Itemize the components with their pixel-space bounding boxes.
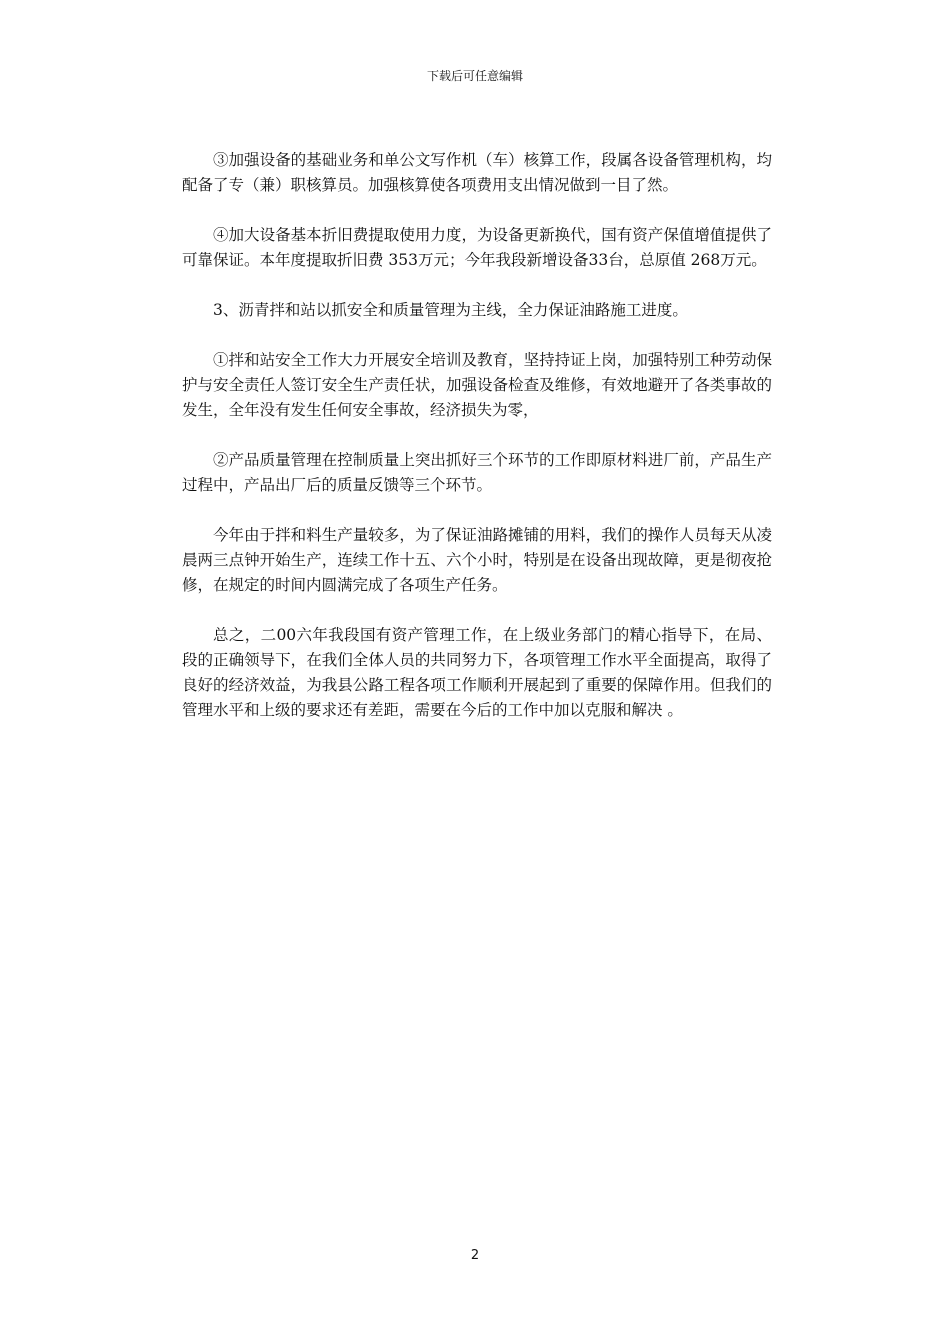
- paragraph-summary: 总之，二00六年我段国有资产管理工作，在上级业务部门的精心指导下，在局、段的正确领导下，在我们全体人员的共同努力下，各项管理工作水平全面提高，取得了良好的经济效益，为我县公路工程各项工作顺利开展起到了重要的保障作用。但我们的管理水平和上级的要求还有差距，需要在今后的工作中加以克服和解决 。: [182, 626, 772, 719]
- paragraph-production-effort: 今年由于拌和料生产量较多，为了保证油路摊铺的用料，我们的操作人员每天从凌晨两三点钟开始生产，连续工作十五、六个小时，特别是在设备出现故障，更是彻夜抢修，在规定的时间内圆满完成了各项生产任务。: [182, 526, 772, 594]
- page-header: 下载后可任意编辑: [426, 69, 523, 83]
- page-number: 2: [470, 1248, 480, 1263]
- paragraph-quality-management: ②产品质量管理在控制质量上突出抓好三个环节的工作即原材料进厂前，产品生产过程中，产品出厂后的质量反馈等三个环节。: [182, 451, 772, 494]
- document-body: [182, 148, 772, 748]
- paragraph-equipment-accounting: ③加强设备的基础业务和单公文写作机（车）核算工作，段属各设备管理机构，均配备了专（兼）职核算员。加强核算使各项费用支出情况做到一目了然。: [182, 151, 772, 194]
- paragraph-asphalt-station-heading: 3、沥青拌和站以抓安全和质量管理为主线，全力保证油路施工进度。: [213, 301, 688, 319]
- paragraph-depreciation: ④加大设备基本折旧费提取使用力度，为设备更新换代，国有资产保值增值提供了可靠保证。本年度提取折旧费 353万元；今年我段新增设备33台，总原值 268万元。: [182, 226, 772, 269]
- paragraph-safety-work: ①拌和站安全工作大力开展安全培训及教育，坚持持证上岗，加强特别工种劳动保护与安全责任人签订安全生产责任状，加强设备检查及维修，有效地避开了各类事故的发生，全年没有发生任何安全事故，经济损失为零，: [182, 351, 772, 419]
